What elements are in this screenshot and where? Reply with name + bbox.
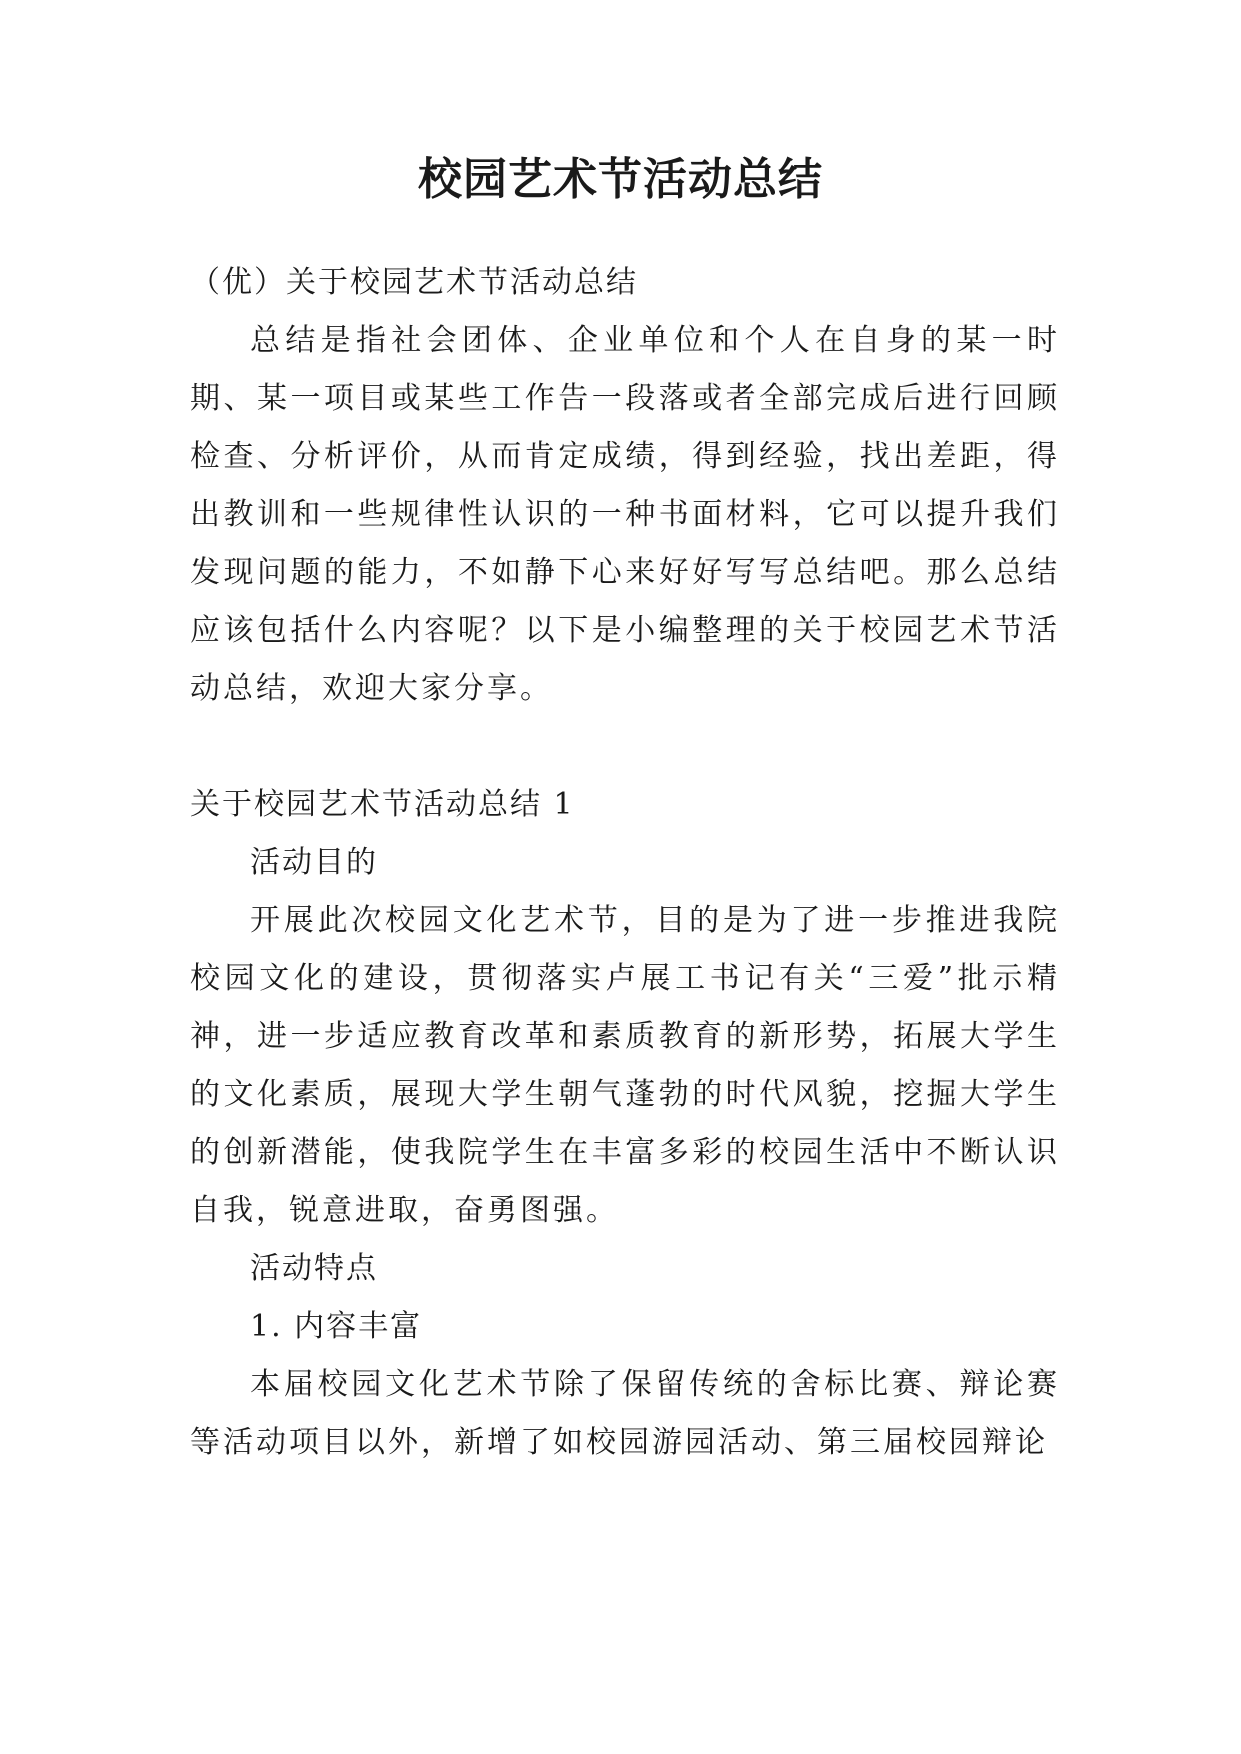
intro-heading: （优）关于校园艺术节活动总结 xyxy=(190,265,638,300)
feature-1-paragraph: 本届校园文化艺术节除了保留传统的舍标比赛、辩论赛等活动项目以外，新增了如校园游园活动、第三届校园辩论 xyxy=(190,1367,1060,1460)
features-heading: 活动特点 xyxy=(250,1251,378,1286)
purpose-paragraph: 开展此次校园文化艺术节，目的是为了进一步推进我院校园文化的建设，贯彻落实卢展工书记有关“三爱”批示精神，进一步适应教育改革和素质教育的新形势，拓展大学生的文化素质，展现大学生朝气蓬勃的时代风貌，挖掘大学生的创新潜能，使我院学生在丰富多彩的校园生活中不断认识自我，锐意进取，奋勇图强。 xyxy=(190,903,1060,1228)
section-title: 关于校园艺术节活动总结 1 xyxy=(190,787,575,822)
purpose-heading: 活动目的 xyxy=(250,845,378,880)
document-title: 校园艺术节活动总结 xyxy=(418,154,823,205)
feature-1-heading: 1. 内容丰富 xyxy=(250,1309,423,1344)
intro-section xyxy=(190,254,1060,718)
intro-paragraph: 总结是指社会团体、企业单位和个人在自身的某一时期、某一项目或某些工作告一段落或者全部完成后进行回顾检查、分析评价，从而肯定成绩，得到经验，找出差距，得出教训和一些规律性认识的一种书面材料，它可以提升我们发现问题的能力，不如静下心来好好写写总结吧。那么总结应该包括什么内容呢？以下是小编整理的关于校园艺术节活动总结，欢迎大家分享。 xyxy=(190,323,1060,706)
section-1 xyxy=(190,776,1060,1472)
